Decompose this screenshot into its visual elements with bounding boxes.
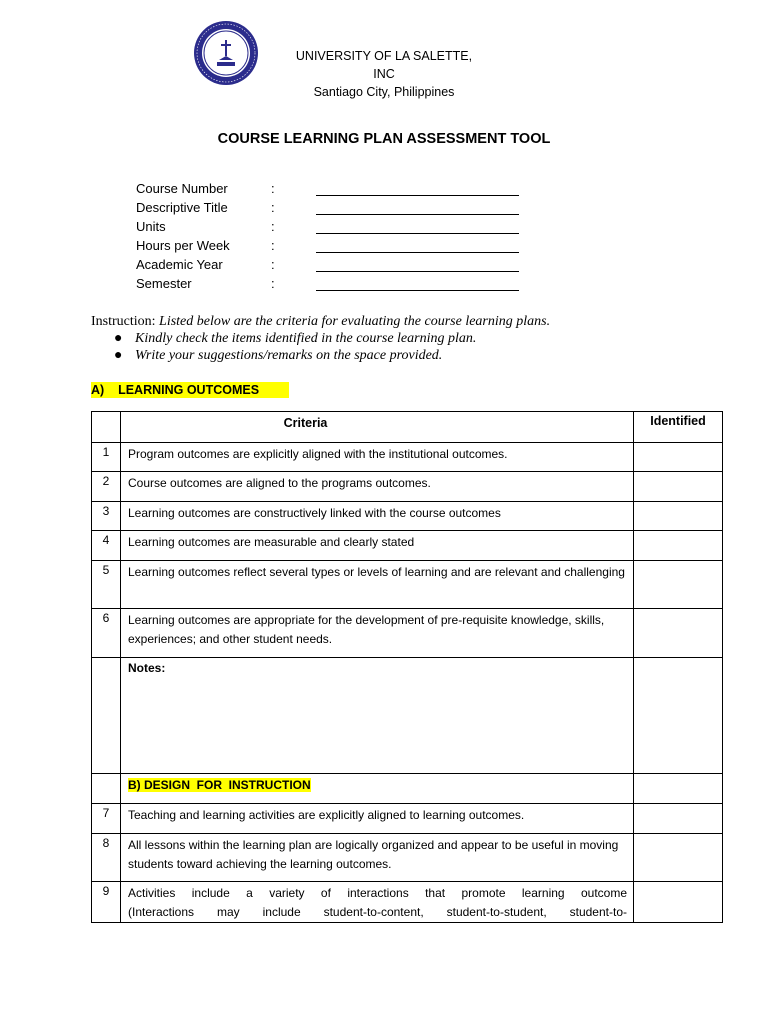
section-b-num-cell	[92, 774, 121, 804]
field-label: Semester	[136, 276, 192, 291]
table-row	[92, 804, 723, 834]
field-label: Course Number	[136, 181, 228, 196]
university-seal-logo	[193, 20, 259, 86]
identified-checkbox-cell[interactable]	[634, 502, 723, 531]
bullet-text: Write your suggestions/remarks on the space provided.	[135, 348, 443, 363]
table-row	[92, 531, 723, 561]
table-row	[92, 502, 723, 531]
header-identified: Identified	[634, 412, 723, 443]
table-row	[92, 472, 723, 502]
row-number: 9	[92, 882, 121, 923]
row-criterion: Learning outcomes are measurable and clearly stated	[121, 531, 634, 561]
row-criterion	[121, 882, 634, 923]
row-number: 5	[92, 561, 121, 609]
field-label: Hours per Week	[136, 238, 230, 253]
field-blank-line[interactable]	[316, 233, 519, 234]
row-criterion: Learning outcomes are constructively linked with the course outcomes	[121, 502, 634, 531]
row-criterion-line: (Interactions may include student-to-content, student-to-student, student-to-	[128, 905, 627, 919]
identified-checkbox-cell[interactable]	[634, 834, 723, 882]
section-heading-design-for-instruction: B) DESIGN FOR INSTRUCTION	[128, 778, 311, 792]
criteria-table	[91, 411, 723, 923]
identified-checkbox-cell[interactable]	[634, 609, 723, 658]
row-number: 2	[92, 472, 121, 502]
row-criterion: Teaching and learning activities are explicitly aligned to learning outcomes.	[121, 804, 634, 834]
bullet-icon: ●	[114, 348, 123, 363]
identified-checkbox-cell[interactable]	[634, 882, 723, 923]
row-criterion: Learning outcomes reflect several types or levels of learning and are relevant and challenging	[121, 561, 634, 609]
field-colon: :	[271, 238, 275, 253]
row-criterion: Learning outcomes are appropriate for the development of pre-requisite knowledge, skills, experiences; and other student needs.	[121, 609, 634, 658]
bullet-icon: ●	[114, 331, 123, 346]
field-blank-line[interactable]	[316, 252, 519, 253]
field-descriptive-title	[136, 200, 536, 219]
table-row	[92, 882, 723, 923]
field-course-number	[136, 181, 536, 200]
field-colon: :	[271, 219, 275, 234]
institution-name: UNIVERSITY OF LA SALETTE, INC	[295, 49, 473, 81]
row-number: 7	[92, 804, 121, 834]
identified-checkbox-cell[interactable]	[634, 804, 723, 834]
field-academic-year	[136, 257, 536, 276]
field-colon: :	[271, 200, 275, 215]
row-number: 8	[92, 834, 121, 882]
row-number: 1	[92, 443, 121, 472]
notes-row	[92, 658, 723, 774]
bullet-text: Kindly check the items identified in the course learning plan.	[135, 331, 477, 346]
course-info-fields	[136, 181, 536, 295]
field-blank-line[interactable]	[316, 290, 519, 291]
table-row	[92, 561, 723, 609]
table-header-row	[92, 412, 723, 443]
field-label: Academic Year	[136, 257, 223, 272]
institution-header	[288, 47, 480, 101]
field-units	[136, 219, 536, 238]
identified-checkbox-cell[interactable]	[634, 531, 723, 561]
notes-identified-cell	[634, 658, 723, 774]
section-b-row	[92, 774, 723, 804]
field-label: Descriptive Title	[136, 200, 228, 215]
instruction-text: Listed below are the criteria for evaluating the course learning plans.	[159, 314, 551, 329]
identified-checkbox-cell[interactable]	[634, 561, 723, 609]
table-row	[92, 834, 723, 882]
instruction-bullet	[114, 347, 550, 364]
field-hours-per-week	[136, 238, 536, 257]
instruction-bullet	[114, 330, 550, 347]
row-criterion-line: Activities include a variety of interactions that promote learning outcome	[128, 886, 627, 900]
row-number: 4	[92, 531, 121, 561]
field-blank-line[interactable]	[316, 271, 519, 272]
identified-checkbox-cell[interactable]	[634, 472, 723, 502]
field-colon: :	[271, 276, 275, 291]
table-row	[92, 443, 723, 472]
instruction-block	[91, 313, 550, 364]
document-title: COURSE LEARNING PLAN ASSESSMENT TOOL	[217, 131, 551, 147]
field-blank-line[interactable]	[316, 214, 519, 215]
instruction-lead: Instruction:	[91, 314, 156, 329]
row-number: 3	[92, 502, 121, 531]
header-criteria: Criteria	[121, 412, 634, 443]
row-number: 6	[92, 609, 121, 658]
field-colon: :	[271, 257, 275, 272]
row-criterion: Program outcomes are explicitly aligned with the institutional outcomes.	[121, 443, 634, 472]
field-colon: :	[271, 181, 275, 196]
header-num-cell	[92, 412, 121, 443]
row-criterion: Course outcomes are aligned to the programs outcomes.	[121, 472, 634, 502]
section-heading-learning-outcomes: A) LEARNING OUTCOMES	[91, 382, 289, 398]
section-b-identified-cell	[634, 774, 723, 804]
section-b-cell	[121, 774, 634, 804]
row-criterion: All lessons within the learning plan are logically organized and appear to be useful in moving students toward achieving the learning outcomes.	[121, 834, 634, 882]
notes-label[interactable]: Notes:	[121, 658, 634, 774]
table-row	[92, 609, 723, 658]
notes-num-cell	[92, 658, 121, 774]
field-semester	[136, 276, 536, 295]
field-blank-line[interactable]	[316, 195, 519, 196]
institution-location: Santiago City, Philippines	[313, 85, 455, 99]
field-label: Units	[136, 219, 166, 234]
identified-checkbox-cell[interactable]	[634, 443, 723, 472]
